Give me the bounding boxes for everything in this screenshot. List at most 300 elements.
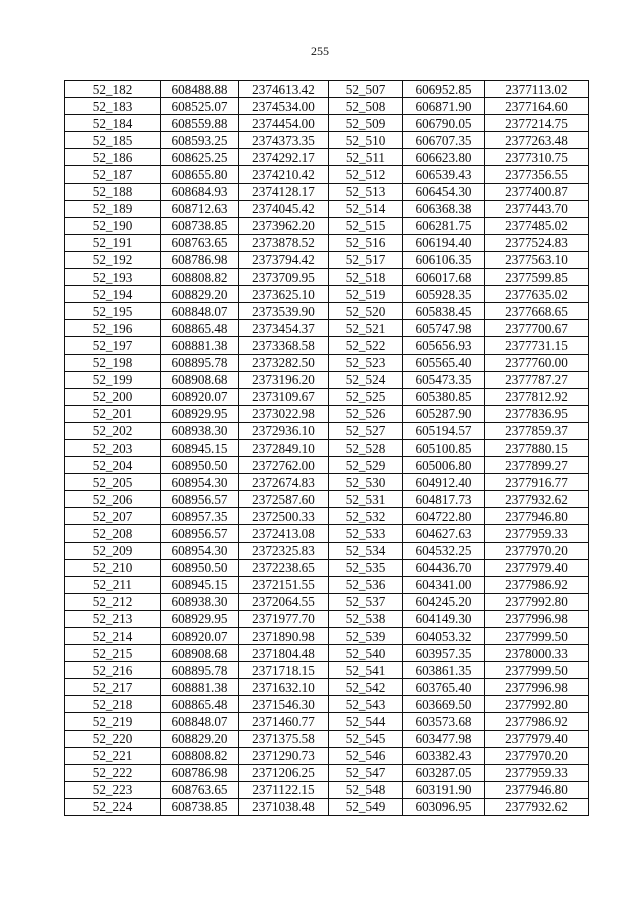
- table-row: [65, 542, 589, 559]
- table-row: [65, 508, 589, 525]
- point-id-cell: 52_196: [65, 320, 161, 337]
- y-coordinate-cell: 2373539.90: [239, 303, 329, 320]
- x-coordinate-cell: 603287.05: [403, 764, 485, 781]
- point-id-cell: 52_209: [65, 542, 161, 559]
- table-row: [65, 696, 589, 713]
- point-id-cell: 52_214: [65, 628, 161, 645]
- point-id-cell: 52_187: [65, 166, 161, 183]
- table-row: [65, 286, 589, 303]
- point-id-cell: 52_203: [65, 439, 161, 456]
- x-coordinate-cell: 608525.07: [161, 98, 239, 115]
- y-coordinate-cell: 2377787.27: [485, 371, 589, 388]
- table-row: [65, 576, 589, 593]
- table-row: [65, 439, 589, 456]
- point-id-cell: 52_213: [65, 610, 161, 627]
- table-row: [65, 98, 589, 115]
- y-coordinate-cell: 2377946.80: [485, 781, 589, 798]
- point-id-cell: 52_515: [329, 217, 403, 234]
- y-coordinate-cell: 2377970.20: [485, 542, 589, 559]
- table-row: [65, 371, 589, 388]
- table-row: [65, 320, 589, 337]
- x-coordinate-cell: 606539.43: [403, 166, 485, 183]
- point-id-cell: 52_507: [329, 81, 403, 98]
- x-coordinate-cell: 608829.20: [161, 730, 239, 747]
- point-id-cell: 52_544: [329, 713, 403, 730]
- table-row: [65, 183, 589, 200]
- table-row: [65, 713, 589, 730]
- table-row: [65, 662, 589, 679]
- x-coordinate-cell: 603669.50: [403, 696, 485, 713]
- y-coordinate-cell: 2373962.20: [239, 217, 329, 234]
- y-coordinate-cell: 2377880.15: [485, 439, 589, 456]
- y-coordinate-cell: 2377959.33: [485, 525, 589, 542]
- table-row: [65, 132, 589, 149]
- point-id-cell: 52_517: [329, 251, 403, 268]
- x-coordinate-cell: 606707.35: [403, 132, 485, 149]
- y-coordinate-cell: 2377932.62: [485, 798, 589, 815]
- x-coordinate-cell: 608786.98: [161, 764, 239, 781]
- y-coordinate-cell: 2373022.98: [239, 405, 329, 422]
- x-coordinate-cell: 604149.30: [403, 610, 485, 627]
- y-coordinate-cell: 2372762.00: [239, 457, 329, 474]
- x-coordinate-cell: 605100.85: [403, 439, 485, 456]
- point-id-cell: 52_536: [329, 576, 403, 593]
- x-coordinate-cell: 608895.78: [161, 354, 239, 371]
- y-coordinate-cell: 2377996.98: [485, 679, 589, 696]
- y-coordinate-cell: 2372325.83: [239, 542, 329, 559]
- y-coordinate-cell: 2371804.48: [239, 645, 329, 662]
- x-coordinate-cell: 606952.85: [403, 81, 485, 98]
- x-coordinate-cell: 605473.35: [403, 371, 485, 388]
- table-row: [65, 679, 589, 696]
- table-row: [65, 628, 589, 645]
- point-id-cell: 52_212: [65, 593, 161, 610]
- point-id-cell: 52_208: [65, 525, 161, 542]
- x-coordinate-cell: 608938.30: [161, 422, 239, 439]
- table-row: [65, 559, 589, 576]
- y-coordinate-cell: 2373282.50: [239, 354, 329, 371]
- point-id-cell: 52_508: [329, 98, 403, 115]
- table-row: [65, 730, 589, 747]
- table-row: [65, 388, 589, 405]
- point-id-cell: 52_222: [65, 764, 161, 781]
- x-coordinate-cell: 606017.68: [403, 269, 485, 286]
- y-coordinate-cell: 2378000.33: [485, 645, 589, 662]
- x-coordinate-cell: 603765.40: [403, 679, 485, 696]
- point-id-cell: 52_190: [65, 217, 161, 234]
- y-coordinate-cell: 2377946.80: [485, 508, 589, 525]
- table-row: [65, 474, 589, 491]
- x-coordinate-cell: 604436.70: [403, 559, 485, 576]
- y-coordinate-cell: 2377996.98: [485, 610, 589, 627]
- x-coordinate-cell: 608908.68: [161, 371, 239, 388]
- x-coordinate-cell: 608848.07: [161, 713, 239, 730]
- y-coordinate-cell: 2371890.98: [239, 628, 329, 645]
- point-id-cell: 52_185: [65, 132, 161, 149]
- point-id-cell: 52_509: [329, 115, 403, 132]
- x-coordinate-cell: 608954.30: [161, 474, 239, 491]
- point-id-cell: 52_198: [65, 354, 161, 371]
- y-coordinate-cell: 2373196.20: [239, 371, 329, 388]
- table-row: [65, 115, 589, 132]
- point-id-cell: 52_205: [65, 474, 161, 491]
- point-id-cell: 52_216: [65, 662, 161, 679]
- y-coordinate-cell: 2374210.42: [239, 166, 329, 183]
- y-coordinate-cell: 2374613.42: [239, 81, 329, 98]
- x-coordinate-cell: 603096.95: [403, 798, 485, 815]
- point-id-cell: 52_193: [65, 269, 161, 286]
- point-id-cell: 52_523: [329, 354, 403, 371]
- x-coordinate-cell: 608954.30: [161, 542, 239, 559]
- point-id-cell: 52_528: [329, 439, 403, 456]
- point-id-cell: 52_511: [329, 149, 403, 166]
- x-coordinate-cell: 608848.07: [161, 303, 239, 320]
- point-id-cell: 52_219: [65, 713, 161, 730]
- y-coordinate-cell: 2377992.80: [485, 593, 589, 610]
- point-id-cell: 52_533: [329, 525, 403, 542]
- point-id-cell: 52_188: [65, 183, 161, 200]
- x-coordinate-cell: 604722.80: [403, 508, 485, 525]
- x-coordinate-cell: 608950.50: [161, 457, 239, 474]
- y-coordinate-cell: 2377400.87: [485, 183, 589, 200]
- y-coordinate-cell: 2371546.30: [239, 696, 329, 713]
- point-id-cell: 52_514: [329, 200, 403, 217]
- x-coordinate-cell: 606194.40: [403, 234, 485, 251]
- point-id-cell: 52_192: [65, 251, 161, 268]
- y-coordinate-cell: 2377899.27: [485, 457, 589, 474]
- y-coordinate-cell: 2377164.60: [485, 98, 589, 115]
- x-coordinate-cell: 608808.82: [161, 747, 239, 764]
- point-id-cell: 52_537: [329, 593, 403, 610]
- point-id-cell: 52_520: [329, 303, 403, 320]
- y-coordinate-cell: 2377263.48: [485, 132, 589, 149]
- x-coordinate-cell: 608945.15: [161, 439, 239, 456]
- coordinates-table: [64, 80, 589, 816]
- table-row: [65, 457, 589, 474]
- x-coordinate-cell: 608763.65: [161, 234, 239, 251]
- x-coordinate-cell: 608625.25: [161, 149, 239, 166]
- x-coordinate-cell: 608929.95: [161, 610, 239, 627]
- x-coordinate-cell: 608488.88: [161, 81, 239, 98]
- point-id-cell: 52_194: [65, 286, 161, 303]
- y-coordinate-cell: 2371718.15: [239, 662, 329, 679]
- y-coordinate-cell: 2372587.60: [239, 491, 329, 508]
- x-coordinate-cell: 606454.30: [403, 183, 485, 200]
- y-coordinate-cell: 2377760.00: [485, 354, 589, 371]
- point-id-cell: 52_221: [65, 747, 161, 764]
- point-id-cell: 52_531: [329, 491, 403, 508]
- y-coordinate-cell: 2377979.40: [485, 730, 589, 747]
- x-coordinate-cell: 603191.90: [403, 781, 485, 798]
- y-coordinate-cell: 2377599.85: [485, 269, 589, 286]
- y-coordinate-cell: 2377485.02: [485, 217, 589, 234]
- point-id-cell: 52_529: [329, 457, 403, 474]
- y-coordinate-cell: 2377113.02: [485, 81, 589, 98]
- point-id-cell: 52_539: [329, 628, 403, 645]
- x-coordinate-cell: 608881.38: [161, 337, 239, 354]
- x-coordinate-cell: 606623.80: [403, 149, 485, 166]
- x-coordinate-cell: 608881.38: [161, 679, 239, 696]
- y-coordinate-cell: 2373454.37: [239, 320, 329, 337]
- x-coordinate-cell: 608808.82: [161, 269, 239, 286]
- table-row: [65, 491, 589, 508]
- point-id-cell: 52_547: [329, 764, 403, 781]
- y-coordinate-cell: 2374373.35: [239, 132, 329, 149]
- x-coordinate-cell: 605928.35: [403, 286, 485, 303]
- point-id-cell: 52_184: [65, 115, 161, 132]
- point-id-cell: 52_217: [65, 679, 161, 696]
- point-id-cell: 52_526: [329, 405, 403, 422]
- y-coordinate-cell: 2377668.65: [485, 303, 589, 320]
- point-id-cell: 52_223: [65, 781, 161, 798]
- point-id-cell: 52_516: [329, 234, 403, 251]
- y-coordinate-cell: 2372238.65: [239, 559, 329, 576]
- point-id-cell: 52_189: [65, 200, 161, 217]
- x-coordinate-cell: 605380.85: [403, 388, 485, 405]
- point-id-cell: 52_200: [65, 388, 161, 405]
- point-id-cell: 52_518: [329, 269, 403, 286]
- point-id-cell: 52_220: [65, 730, 161, 747]
- table-row: [65, 354, 589, 371]
- x-coordinate-cell: 606281.75: [403, 217, 485, 234]
- y-coordinate-cell: 2377700.67: [485, 320, 589, 337]
- point-id-cell: 52_215: [65, 645, 161, 662]
- x-coordinate-cell: 605565.40: [403, 354, 485, 371]
- y-coordinate-cell: 2373368.58: [239, 337, 329, 354]
- x-coordinate-cell: 608865.48: [161, 320, 239, 337]
- y-coordinate-cell: 2377959.33: [485, 764, 589, 781]
- x-coordinate-cell: 605287.90: [403, 405, 485, 422]
- y-coordinate-cell: 2372936.10: [239, 422, 329, 439]
- y-coordinate-cell: 2377970.20: [485, 747, 589, 764]
- table-row: [65, 593, 589, 610]
- point-id-cell: 52_522: [329, 337, 403, 354]
- y-coordinate-cell: 2373709.95: [239, 269, 329, 286]
- x-coordinate-cell: 604912.40: [403, 474, 485, 491]
- table-row: [65, 422, 589, 439]
- table-row: [65, 798, 589, 815]
- x-coordinate-cell: 603861.35: [403, 662, 485, 679]
- table-row: [65, 149, 589, 166]
- y-coordinate-cell: 2377986.92: [485, 576, 589, 593]
- y-coordinate-cell: 2371460.77: [239, 713, 329, 730]
- point-id-cell: 52_535: [329, 559, 403, 576]
- y-coordinate-cell: 2372500.33: [239, 508, 329, 525]
- y-coordinate-cell: 2377999.50: [485, 662, 589, 679]
- point-id-cell: 52_207: [65, 508, 161, 525]
- point-id-cell: 52_546: [329, 747, 403, 764]
- table-row: [65, 303, 589, 320]
- table-row: [65, 166, 589, 183]
- x-coordinate-cell: 608938.30: [161, 593, 239, 610]
- x-coordinate-cell: 608865.48: [161, 696, 239, 713]
- x-coordinate-cell: 608950.50: [161, 559, 239, 576]
- y-coordinate-cell: 2371375.58: [239, 730, 329, 747]
- x-coordinate-cell: 608957.35: [161, 508, 239, 525]
- y-coordinate-cell: 2371977.70: [239, 610, 329, 627]
- point-id-cell: 52_202: [65, 422, 161, 439]
- y-coordinate-cell: 2377979.40: [485, 559, 589, 576]
- point-id-cell: 52_186: [65, 149, 161, 166]
- y-coordinate-cell: 2377524.83: [485, 234, 589, 251]
- x-coordinate-cell: 604532.25: [403, 542, 485, 559]
- y-coordinate-cell: 2373625.10: [239, 286, 329, 303]
- point-id-cell: 52_527: [329, 422, 403, 439]
- point-id-cell: 52_549: [329, 798, 403, 815]
- y-coordinate-cell: 2377932.62: [485, 491, 589, 508]
- y-coordinate-cell: 2377356.55: [485, 166, 589, 183]
- x-coordinate-cell: 608956.57: [161, 525, 239, 542]
- y-coordinate-cell: 2371632.10: [239, 679, 329, 696]
- x-coordinate-cell: 604817.73: [403, 491, 485, 508]
- point-id-cell: 52_532: [329, 508, 403, 525]
- x-coordinate-cell: 604053.32: [403, 628, 485, 645]
- x-coordinate-cell: 606790.05: [403, 115, 485, 132]
- x-coordinate-cell: 604341.00: [403, 576, 485, 593]
- x-coordinate-cell: 606106.35: [403, 251, 485, 268]
- point-id-cell: 52_197: [65, 337, 161, 354]
- x-coordinate-cell: 608655.80: [161, 166, 239, 183]
- y-coordinate-cell: 2372064.55: [239, 593, 329, 610]
- y-coordinate-cell: 2377635.02: [485, 286, 589, 303]
- table-row: [65, 200, 589, 217]
- y-coordinate-cell: 2377916.77: [485, 474, 589, 491]
- point-id-cell: 52_525: [329, 388, 403, 405]
- y-coordinate-cell: 2374292.17: [239, 149, 329, 166]
- x-coordinate-cell: 605747.98: [403, 320, 485, 337]
- x-coordinate-cell: 605656.93: [403, 337, 485, 354]
- x-coordinate-cell: 608559.88: [161, 115, 239, 132]
- y-coordinate-cell: 2371038.48: [239, 798, 329, 815]
- y-coordinate-cell: 2377836.95: [485, 405, 589, 422]
- x-coordinate-cell: 608929.95: [161, 405, 239, 422]
- y-coordinate-cell: 2373794.42: [239, 251, 329, 268]
- x-coordinate-cell: 608738.85: [161, 217, 239, 234]
- table-row: [65, 337, 589, 354]
- point-id-cell: 52_540: [329, 645, 403, 662]
- point-id-cell: 52_206: [65, 491, 161, 508]
- table-row: [65, 525, 589, 542]
- x-coordinate-cell: 608829.20: [161, 286, 239, 303]
- y-coordinate-cell: 2377214.75: [485, 115, 589, 132]
- x-coordinate-cell: 606368.38: [403, 200, 485, 217]
- y-coordinate-cell: 2377563.10: [485, 251, 589, 268]
- y-coordinate-cell: 2377731.15: [485, 337, 589, 354]
- y-coordinate-cell: 2377859.37: [485, 422, 589, 439]
- point-id-cell: 52_510: [329, 132, 403, 149]
- point-id-cell: 52_512: [329, 166, 403, 183]
- point-id-cell: 52_548: [329, 781, 403, 798]
- x-coordinate-cell: 606871.90: [403, 98, 485, 115]
- y-coordinate-cell: 2377310.75: [485, 149, 589, 166]
- point-id-cell: 52_201: [65, 405, 161, 422]
- y-coordinate-cell: 2377443.70: [485, 200, 589, 217]
- x-coordinate-cell: 603957.35: [403, 645, 485, 662]
- point-id-cell: 52_218: [65, 696, 161, 713]
- x-coordinate-cell: 603382.43: [403, 747, 485, 764]
- x-coordinate-cell: 608908.68: [161, 645, 239, 662]
- y-coordinate-cell: 2374534.00: [239, 98, 329, 115]
- y-coordinate-cell: 2377986.92: [485, 713, 589, 730]
- point-id-cell: 52_519: [329, 286, 403, 303]
- point-id-cell: 52_191: [65, 234, 161, 251]
- table-row: [65, 81, 589, 98]
- point-id-cell: 52_541: [329, 662, 403, 679]
- table-row: [65, 645, 589, 662]
- y-coordinate-cell: 2371206.25: [239, 764, 329, 781]
- x-coordinate-cell: 608712.63: [161, 200, 239, 217]
- y-coordinate-cell: 2372674.83: [239, 474, 329, 491]
- x-coordinate-cell: 608763.65: [161, 781, 239, 798]
- point-id-cell: 52_543: [329, 696, 403, 713]
- point-id-cell: 52_524: [329, 371, 403, 388]
- point-id-cell: 52_182: [65, 81, 161, 98]
- point-id-cell: 52_545: [329, 730, 403, 747]
- point-id-cell: 52_530: [329, 474, 403, 491]
- y-coordinate-cell: 2372413.08: [239, 525, 329, 542]
- point-id-cell: 52_204: [65, 457, 161, 474]
- y-coordinate-cell: 2373878.52: [239, 234, 329, 251]
- point-id-cell: 52_224: [65, 798, 161, 815]
- x-coordinate-cell: 603573.68: [403, 713, 485, 730]
- x-coordinate-cell: 605194.57: [403, 422, 485, 439]
- x-coordinate-cell: 608945.15: [161, 576, 239, 593]
- x-coordinate-cell: 604245.20: [403, 593, 485, 610]
- x-coordinate-cell: 608920.07: [161, 388, 239, 405]
- page-number: 255: [311, 44, 329, 58]
- y-coordinate-cell: 2372849.10: [239, 439, 329, 456]
- table-row: [65, 610, 589, 627]
- point-id-cell: 52_199: [65, 371, 161, 388]
- point-id-cell: 52_183: [65, 98, 161, 115]
- x-coordinate-cell: 605838.45: [403, 303, 485, 320]
- y-coordinate-cell: 2377812.92: [485, 388, 589, 405]
- table-row: [65, 781, 589, 798]
- table-row: [65, 747, 589, 764]
- point-id-cell: 52_210: [65, 559, 161, 576]
- x-coordinate-cell: 608920.07: [161, 628, 239, 645]
- point-id-cell: 52_521: [329, 320, 403, 337]
- x-coordinate-cell: 608895.78: [161, 662, 239, 679]
- y-coordinate-cell: 2372151.55: [239, 576, 329, 593]
- x-coordinate-cell: 608738.85: [161, 798, 239, 815]
- x-coordinate-cell: 605006.80: [403, 457, 485, 474]
- y-coordinate-cell: 2377992.80: [485, 696, 589, 713]
- table-row: [65, 234, 589, 251]
- y-coordinate-cell: 2371122.15: [239, 781, 329, 798]
- x-coordinate-cell: 604627.63: [403, 525, 485, 542]
- y-coordinate-cell: 2371290.73: [239, 747, 329, 764]
- x-coordinate-cell: 608786.98: [161, 251, 239, 268]
- table-row: [65, 269, 589, 286]
- x-coordinate-cell: 608684.93: [161, 183, 239, 200]
- table-row: [65, 405, 589, 422]
- table-row: [65, 251, 589, 268]
- x-coordinate-cell: 608593.25: [161, 132, 239, 149]
- y-coordinate-cell: 2377999.50: [485, 628, 589, 645]
- point-id-cell: 52_211: [65, 576, 161, 593]
- y-coordinate-cell: 2374045.42: [239, 200, 329, 217]
- y-coordinate-cell: 2373109.67: [239, 388, 329, 405]
- point-id-cell: 52_534: [329, 542, 403, 559]
- table-row: [65, 217, 589, 234]
- table-row: [65, 764, 589, 781]
- point-id-cell: 52_513: [329, 183, 403, 200]
- x-coordinate-cell: 608956.57: [161, 491, 239, 508]
- y-coordinate-cell: 2374128.17: [239, 183, 329, 200]
- point-id-cell: 52_195: [65, 303, 161, 320]
- y-coordinate-cell: 2374454.00: [239, 115, 329, 132]
